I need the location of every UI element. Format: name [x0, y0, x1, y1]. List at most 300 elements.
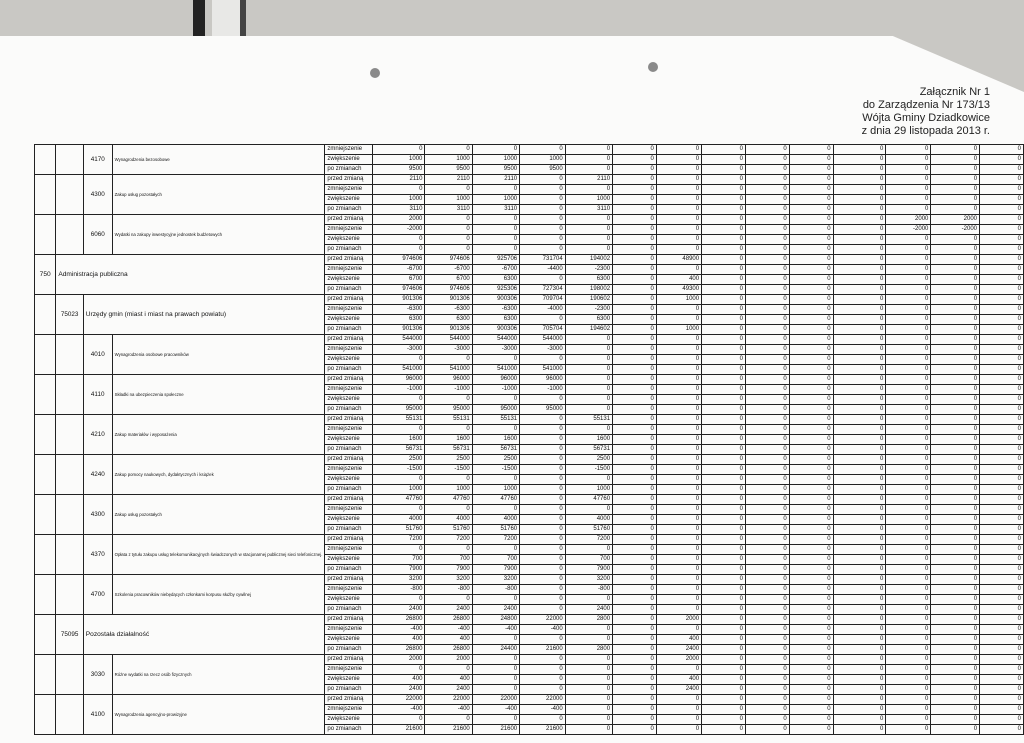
value-cell: 0	[613, 465, 657, 475]
value-cell: 0	[931, 575, 980, 585]
value-cell: 0	[702, 365, 746, 375]
value-cell: 3110	[565, 205, 612, 215]
dzial-cell	[35, 615, 56, 655]
value-cell: 95000	[472, 405, 519, 415]
value-cell: 0	[702, 445, 746, 455]
row-label: przed zmianą	[325, 215, 372, 225]
value-cell: 0	[886, 175, 931, 185]
value-cell: 0	[702, 685, 746, 695]
value-cell: 0	[702, 395, 746, 405]
value-cell: 0	[702, 695, 746, 705]
value-cell: 2110	[565, 175, 612, 185]
value-cell: 0	[789, 445, 833, 455]
value-cell: 0	[472, 395, 519, 405]
value-cell: 3200	[472, 575, 519, 585]
value-cell: 0	[656, 575, 701, 585]
value-cell: 0	[520, 485, 566, 495]
value-cell: 0	[745, 455, 789, 465]
value-cell: 0	[702, 235, 746, 245]
value-cell: 1000	[520, 155, 566, 165]
row-label: zwiększenie	[325, 315, 372, 325]
value-cell: 0	[886, 515, 931, 525]
value-cell: 0	[425, 215, 472, 225]
paragraf-name: Szkolenia pracowników niebędących członkami korpusu służby cywilnej	[112, 575, 325, 615]
value-cell: 21600	[372, 725, 425, 735]
value-cell: 0	[886, 465, 931, 475]
value-cell: 0	[702, 515, 746, 525]
value-cell: 0	[613, 645, 657, 655]
value-cell: 0	[702, 595, 746, 605]
value-cell: 0	[980, 585, 1024, 595]
value-cell: 0	[745, 625, 789, 635]
value-cell: 0	[886, 355, 931, 365]
value-cell: 0	[613, 675, 657, 685]
value-cell: 1000	[425, 485, 472, 495]
value-cell: 0	[656, 585, 701, 595]
value-cell: 0	[886, 165, 931, 175]
value-cell: 21600	[520, 725, 566, 735]
value-cell: 0	[702, 575, 746, 585]
value-cell: 0	[702, 625, 746, 635]
row-label: zwiększenie	[325, 595, 372, 605]
value-cell: 0	[613, 725, 657, 735]
value-cell: 0	[565, 475, 612, 485]
paragraf-name: Wynagrodzenia osobowe pracowników	[112, 335, 325, 375]
value-cell: 0	[980, 335, 1024, 345]
value-cell: 0	[656, 445, 701, 455]
value-cell: 0	[565, 385, 612, 395]
value-cell: 0	[833, 705, 886, 715]
value-cell: 0	[702, 245, 746, 255]
value-cell: 0	[789, 355, 833, 365]
value-cell: 0	[745, 285, 789, 295]
value-cell: 0	[656, 475, 701, 485]
value-cell: 0	[886, 145, 931, 155]
value-cell: 0	[520, 715, 566, 725]
value-cell: 0	[745, 655, 789, 665]
value-cell: 0	[886, 615, 931, 625]
value-cell: 0	[789, 515, 833, 525]
value-cell: 1600	[565, 435, 612, 445]
value-cell: 0	[886, 195, 931, 205]
value-cell: 0	[565, 705, 612, 715]
row-label: po zmianach	[325, 685, 372, 695]
value-cell: 0	[520, 215, 566, 225]
value-cell: 0	[565, 655, 612, 665]
value-cell: 2000	[425, 655, 472, 665]
value-cell: 0	[472, 545, 519, 555]
row-label: zwiększenie	[325, 275, 372, 285]
value-cell: 0	[702, 145, 746, 155]
value-cell: 0	[372, 395, 425, 405]
value-cell: 0	[613, 705, 657, 715]
paragraf-cell: 4300	[83, 175, 112, 215]
value-cell: 47760	[372, 495, 425, 505]
value-cell: 0	[425, 185, 472, 195]
value-cell: 95000	[372, 405, 425, 415]
value-cell: 0	[656, 225, 701, 235]
value-cell: 1600	[472, 435, 519, 445]
value-cell: -4000	[520, 305, 566, 315]
value-cell: 0	[656, 335, 701, 345]
value-cell: 0	[980, 275, 1024, 285]
value-cell: 0	[702, 455, 746, 465]
value-cell: 0	[656, 435, 701, 445]
value-cell: 0	[789, 325, 833, 335]
value-cell: 0	[980, 305, 1024, 315]
value-cell: 0	[980, 375, 1024, 385]
value-cell: 0	[656, 415, 701, 425]
section-name: Pozostała działalność	[83, 615, 325, 655]
value-cell: 0	[425, 235, 472, 245]
value-cell: 0	[833, 265, 886, 275]
value-cell: 0	[613, 375, 657, 385]
value-cell: 700	[565, 555, 612, 565]
value-cell: 0	[565, 715, 612, 725]
value-cell: 0	[745, 535, 789, 545]
value-cell: 0	[372, 145, 425, 155]
value-cell: 0	[702, 495, 746, 505]
value-cell: 0	[789, 245, 833, 255]
value-cell: 56731	[565, 445, 612, 455]
value-cell: 974606	[425, 255, 472, 265]
value-cell: 0	[372, 425, 425, 435]
value-cell: 0	[745, 665, 789, 675]
value-cell: 0	[886, 575, 931, 585]
value-cell: 0	[886, 345, 931, 355]
value-cell: 0	[656, 625, 701, 635]
value-cell: 0	[931, 205, 980, 215]
value-cell: 0	[789, 285, 833, 295]
row-label: po zmianach	[325, 165, 372, 175]
row-label: zmniejszenie	[325, 265, 372, 275]
value-cell: -3000	[520, 345, 566, 355]
value-cell: 0	[745, 415, 789, 425]
rozdzial-cell	[56, 335, 83, 375]
value-cell: 0	[702, 265, 746, 275]
value-cell: 0	[789, 315, 833, 325]
value-cell: 0	[613, 185, 657, 195]
value-cell: 0	[656, 555, 701, 565]
value-cell: 0	[789, 595, 833, 605]
value-cell: 3200	[565, 575, 612, 585]
value-cell: 0	[472, 715, 519, 725]
value-cell: 0	[745, 585, 789, 595]
value-cell: 6300	[425, 315, 472, 325]
value-cell: 0	[656, 505, 701, 515]
value-cell: 0	[886, 425, 931, 435]
value-cell: 0	[833, 205, 886, 215]
value-cell: 0	[931, 585, 980, 595]
section-name: Urzędy gmin (miast i miast na prawach powiatu)	[83, 295, 325, 335]
value-cell: 0	[931, 465, 980, 475]
value-cell: 0	[833, 275, 886, 285]
value-cell: 0	[980, 425, 1024, 435]
value-cell: 0	[565, 395, 612, 405]
value-cell: 0	[789, 715, 833, 725]
row-label: przed zmianą	[325, 495, 372, 505]
value-cell: 4000	[425, 515, 472, 525]
row-label: zmniejszenie	[325, 585, 372, 595]
value-cell: 22000	[520, 695, 566, 705]
value-cell: -800	[565, 585, 612, 595]
value-cell: 0	[980, 545, 1024, 555]
value-cell: 0	[745, 695, 789, 705]
row-label: po zmianach	[325, 485, 372, 495]
value-cell: 0	[886, 705, 931, 715]
row-label: po zmianach	[325, 285, 372, 295]
value-cell: 0	[833, 395, 886, 405]
value-cell: 2000	[372, 215, 425, 225]
paragraf-name: Opłata z tytułu zakupu usług telekomunikacyjnych świadczonych w stacjonarnej publicznej sieci telefonicznej.	[112, 535, 325, 575]
value-cell: 0	[886, 475, 931, 485]
value-cell: 0	[833, 425, 886, 435]
value-cell: 0	[789, 175, 833, 185]
value-cell: 0	[656, 215, 701, 225]
value-cell: 0	[931, 425, 980, 435]
value-cell: 0	[372, 545, 425, 555]
value-cell: 0	[520, 575, 566, 585]
value-cell: 0	[833, 555, 886, 565]
value-cell: 0	[931, 385, 980, 395]
value-cell: 0	[833, 505, 886, 515]
value-cell: 0	[702, 605, 746, 615]
value-cell: -400	[472, 625, 519, 635]
value-cell: -1000	[520, 385, 566, 395]
value-cell: 22000	[472, 695, 519, 705]
value-cell: 0	[565, 675, 612, 685]
value-cell: 55131	[565, 415, 612, 425]
value-cell: 0	[472, 225, 519, 235]
table-row	[35, 375, 1024, 385]
value-cell: 0	[613, 715, 657, 725]
value-cell: 0	[833, 325, 886, 335]
value-cell: 0	[745, 395, 789, 405]
value-cell: 0	[980, 265, 1024, 275]
value-cell: 0	[745, 515, 789, 525]
value-cell: 0	[613, 345, 657, 355]
value-cell: 0	[789, 465, 833, 475]
value-cell: 0	[886, 545, 931, 555]
value-cell: -1000	[425, 385, 472, 395]
value-cell: 0	[702, 555, 746, 565]
paragraf-name: Różne wydatki na rzecz osób fizycznych	[112, 655, 325, 695]
rozdzial-cell	[56, 145, 83, 175]
value-cell: 0	[931, 525, 980, 535]
row-label: przed zmianą	[325, 655, 372, 665]
value-cell: 0	[833, 145, 886, 155]
value-cell: 194002	[565, 255, 612, 265]
value-cell: 6300	[372, 315, 425, 325]
value-cell: 0	[656, 375, 701, 385]
value-cell: 0	[980, 515, 1024, 525]
value-cell: 0	[931, 375, 980, 385]
value-cell: 0	[886, 495, 931, 505]
value-cell: 0	[656, 155, 701, 165]
value-cell: 0	[613, 415, 657, 425]
value-cell: 0	[565, 345, 612, 355]
value-cell: 0	[886, 405, 931, 415]
value-cell: 0	[520, 495, 566, 505]
value-cell: 2500	[472, 455, 519, 465]
value-cell: 0	[425, 395, 472, 405]
rozdzial-cell: 75023	[56, 295, 83, 335]
dzial-cell	[35, 495, 56, 535]
value-cell: 0	[789, 425, 833, 435]
value-cell: -2000	[372, 225, 425, 235]
value-cell: 0	[745, 355, 789, 365]
value-cell: 0	[789, 305, 833, 315]
value-cell: 0	[931, 615, 980, 625]
row-label: zwiększenie	[325, 715, 372, 725]
value-cell: 6700	[372, 275, 425, 285]
value-cell: -800	[472, 585, 519, 595]
value-cell: 3110	[372, 205, 425, 215]
paragraf-name: Zakup usług pozostałych	[112, 175, 325, 215]
value-cell: 0	[980, 485, 1024, 495]
value-cell: 0	[472, 665, 519, 675]
value-cell: 0	[745, 265, 789, 275]
background-edge	[212, 0, 242, 40]
value-cell: 0	[565, 215, 612, 225]
value-cell: 925706	[472, 255, 519, 265]
value-cell: 544000	[372, 335, 425, 345]
value-cell: 0	[702, 335, 746, 345]
value-cell: 55131	[425, 415, 472, 425]
paragraf-cell: 4100	[83, 695, 112, 735]
value-cell: 0	[613, 435, 657, 445]
value-cell: 6300	[565, 275, 612, 285]
value-cell: 0	[980, 355, 1024, 365]
value-cell: 0	[789, 295, 833, 305]
value-cell: 400	[656, 275, 701, 285]
value-cell: 4000	[565, 515, 612, 525]
value-cell: 0	[789, 275, 833, 285]
value-cell: 0	[613, 235, 657, 245]
value-cell: 6300	[472, 275, 519, 285]
value-cell: 0	[745, 225, 789, 235]
value-cell: 0	[745, 475, 789, 485]
value-cell: 0	[565, 235, 612, 245]
value-cell: 0	[745, 505, 789, 515]
table-row	[35, 575, 1024, 585]
value-cell: 0	[833, 725, 886, 735]
value-cell: 0	[520, 605, 566, 615]
table-row	[35, 295, 1024, 305]
value-cell: 0	[789, 155, 833, 165]
value-cell: 0	[980, 155, 1024, 165]
table-row	[35, 415, 1024, 425]
rozdzial-cell	[56, 415, 83, 455]
value-cell: -800	[372, 585, 425, 595]
value-cell: 0	[656, 205, 701, 215]
value-cell: 0	[745, 565, 789, 575]
dzial-cell	[35, 145, 56, 175]
value-cell: 0	[789, 255, 833, 265]
value-cell: 0	[745, 545, 789, 555]
paragraf-cell: 4240	[83, 455, 112, 495]
value-cell: 0	[789, 505, 833, 515]
value-cell: 0	[886, 695, 931, 705]
value-cell: 541000	[520, 365, 566, 375]
value-cell: 0	[980, 345, 1024, 355]
value-cell: -2000	[931, 225, 980, 235]
value-cell: 0	[702, 645, 746, 655]
value-cell: 0	[520, 395, 566, 405]
section-name: Administracja publiczna	[56, 255, 325, 295]
value-cell: 0	[833, 625, 886, 635]
value-cell: 0	[702, 185, 746, 195]
value-cell: 974606	[372, 285, 425, 295]
value-cell: 95000	[425, 405, 472, 415]
value-cell: 0	[702, 485, 746, 495]
value-cell: 0	[520, 245, 566, 255]
value-cell: 0	[745, 365, 789, 375]
value-cell: 0	[656, 525, 701, 535]
paragraf-cell: 4700	[83, 575, 112, 615]
value-cell: 0	[745, 425, 789, 435]
value-cell: 0	[789, 555, 833, 565]
value-cell: 55131	[472, 415, 519, 425]
value-cell: 0	[565, 375, 612, 385]
row-label: zwiększenie	[325, 235, 372, 245]
rozdzial-cell	[56, 215, 83, 255]
value-cell: 0	[833, 655, 886, 665]
value-cell: 0	[789, 385, 833, 395]
value-cell: 0	[745, 675, 789, 685]
value-cell: 0	[833, 305, 886, 315]
value-cell: 190602	[565, 295, 612, 305]
value-cell: 1000	[656, 325, 701, 335]
value-cell: -2000	[886, 225, 931, 235]
value-cell: 0	[745, 485, 789, 495]
value-cell: 0	[931, 145, 980, 155]
value-cell: 0	[931, 315, 980, 325]
value-cell: 0	[520, 315, 566, 325]
value-cell: 0	[886, 645, 931, 655]
value-cell: 0	[980, 625, 1024, 635]
value-cell: 0	[886, 245, 931, 255]
value-cell: 95000	[520, 405, 566, 415]
value-cell: 0	[931, 165, 980, 175]
value-cell: 0	[980, 535, 1024, 545]
value-cell: 0	[886, 235, 931, 245]
row-label: zwiększenie	[325, 435, 372, 445]
value-cell: 0	[980, 235, 1024, 245]
row-label: po zmianach	[325, 405, 372, 415]
paragraf-name: Zakup pomocy naukowych, dydaktycznych i książek	[112, 455, 325, 495]
value-cell: -1500	[372, 465, 425, 475]
value-cell: 0	[702, 385, 746, 395]
budget-table	[34, 144, 1024, 735]
value-cell: 0	[372, 185, 425, 195]
value-cell: 0	[613, 255, 657, 265]
value-cell: 0	[833, 385, 886, 395]
value-cell: 0	[425, 355, 472, 365]
value-cell: 0	[980, 475, 1024, 485]
value-cell: 0	[656, 145, 701, 155]
row-label: zmniejszenie	[325, 345, 372, 355]
value-cell: 2800	[565, 645, 612, 655]
value-cell: 2500	[425, 455, 472, 465]
paragraf-cell: 4170	[83, 145, 112, 175]
value-cell: 0	[980, 285, 1024, 295]
value-cell: 0	[520, 675, 566, 685]
value-cell: -400	[520, 625, 566, 635]
value-cell: 0	[745, 685, 789, 695]
value-cell: 96000	[372, 375, 425, 385]
value-cell: 0	[789, 645, 833, 655]
